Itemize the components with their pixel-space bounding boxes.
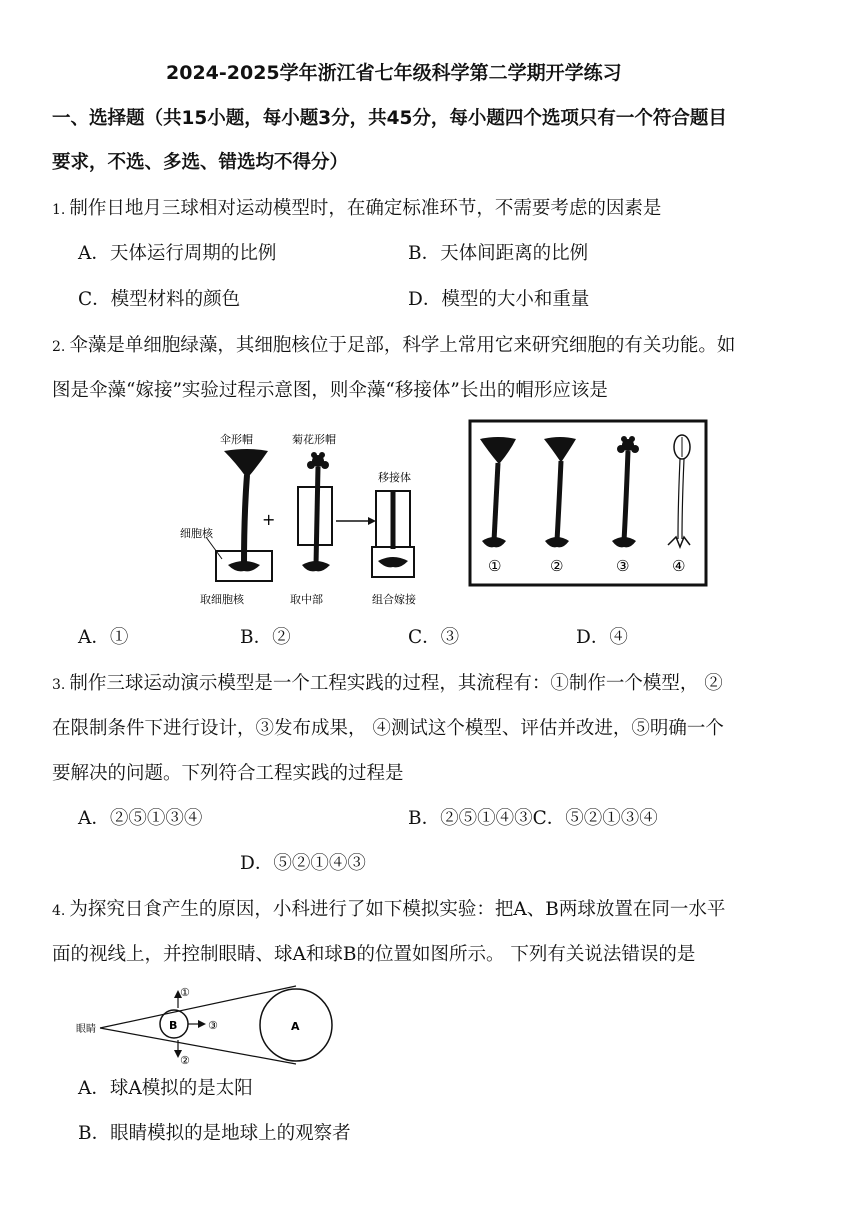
question-number: 1. (52, 202, 66, 218)
direction-3: ③ (208, 1019, 218, 1032)
q1-option-a[interactable]: A．天体运行周期的比例 (78, 243, 277, 264)
question-text: 为探究日食产生的原因，小科进行了如下模拟实验：把A、B两球放置在同一水平 (69, 899, 726, 920)
caption-take-nucleus: 取细胞核 (200, 593, 244, 606)
question-2-stem-line2: 图是伞藻“嫁接”实验过程示意图，则伞藻“移接体”长出的帽形应该是 (52, 380, 608, 401)
q1-option-c[interactable]: C．模型材料的颜色 (78, 289, 241, 310)
label-nucleus: 细胞核 (180, 527, 213, 540)
result-label-2: ② (550, 557, 564, 575)
q2-option-b[interactable]: B．② (240, 627, 291, 648)
q2-option-c[interactable]: C．③ (408, 627, 460, 648)
result-label-1: ① (488, 557, 502, 575)
caption-take-middle: 取中部 (290, 593, 323, 606)
q3-option-b-c[interactable]: B．②⑤①④③C．⑤②①③④ (408, 808, 658, 829)
result-label-4: ④ (672, 557, 686, 575)
question-text: 制作日地月三球相对运动模型时，在确定标准环节，不需要考虑的因素是 (69, 198, 662, 219)
q2-option-d[interactable]: D．④ (576, 627, 628, 648)
acetabularia-graft-figure (168, 415, 710, 610)
direction-1: ① (180, 986, 190, 999)
question-4-stem-line1 (52, 897, 725, 924)
label-umbrella-cap: 伞形帽 (220, 433, 253, 446)
question-number: 3. (52, 677, 66, 693)
label-ball-a: A (291, 1020, 300, 1033)
question-3-stem-line1 (52, 671, 723, 698)
q4-option-b[interactable]: B．眼睛模拟的是地球上的观察者 (78, 1123, 351, 1144)
question-text: 制作三球运动演示模型是一个工程实践的过程，其流程有：①制作一个模型， ② (69, 673, 723, 694)
question-2-stem-line1 (52, 333, 735, 360)
q3-option-d[interactable]: D．⑤②①④③ (240, 853, 366, 874)
label-ball-b: B (169, 1019, 178, 1032)
q4-option-a[interactable]: A．球A模拟的是太阳 (78, 1078, 253, 1099)
plus-sign: + (262, 510, 276, 529)
question-4-stem-line2: 面的视线上，并控制眼睛、球A和球B的位置如图所示。 下列有关说法错误的是 (52, 944, 696, 965)
question-text: 伞藻是单细胞绿藻，其细胞核位于足部，科学上常用它来研究细胞的有关功能。如 (69, 335, 736, 356)
q1-option-d[interactable]: D．模型的大小和重量 (408, 289, 590, 310)
question-1-stem (52, 196, 661, 223)
question-3-stem-line3: 要解决的问题。下列符合工程实践的过程是 (52, 763, 404, 784)
result-label-3: ③ (616, 557, 630, 575)
label-chrysanthemum-cap: 菊花形帽 (292, 433, 336, 446)
direction-2: ② (180, 1054, 190, 1066)
section-heading-line2: 要求，不选、多选、错选均不得分） (52, 152, 349, 173)
question-number: 4. (52, 903, 66, 919)
caption-combine-graft: 组合嫁接 (372, 593, 416, 606)
question-3-stem-line2: 在限制条件下进行设计，③发布成果， ④测试这个模型、评估并改进，⑤明确一个 (52, 718, 724, 739)
q2-option-a[interactable]: A．① (78, 627, 129, 648)
label-graft: 移接体 (378, 471, 411, 484)
page-title: 2024-2025学年浙江省七年级科学第二学期开学练习 (166, 62, 622, 84)
solar-eclipse-simulation-figure (76, 980, 336, 1066)
q1-option-b[interactable]: B．天体间距离的比例 (408, 243, 589, 264)
section-heading-line1: 一、选择题（共15小题，每小题3分，共45分，每小题四个选项只有一个符合题目 (52, 108, 727, 129)
q3-option-a[interactable]: A．②⑤①③④ (78, 808, 203, 829)
label-eye: 眼睛 (76, 1024, 96, 1035)
question-number: 2. (52, 339, 66, 355)
